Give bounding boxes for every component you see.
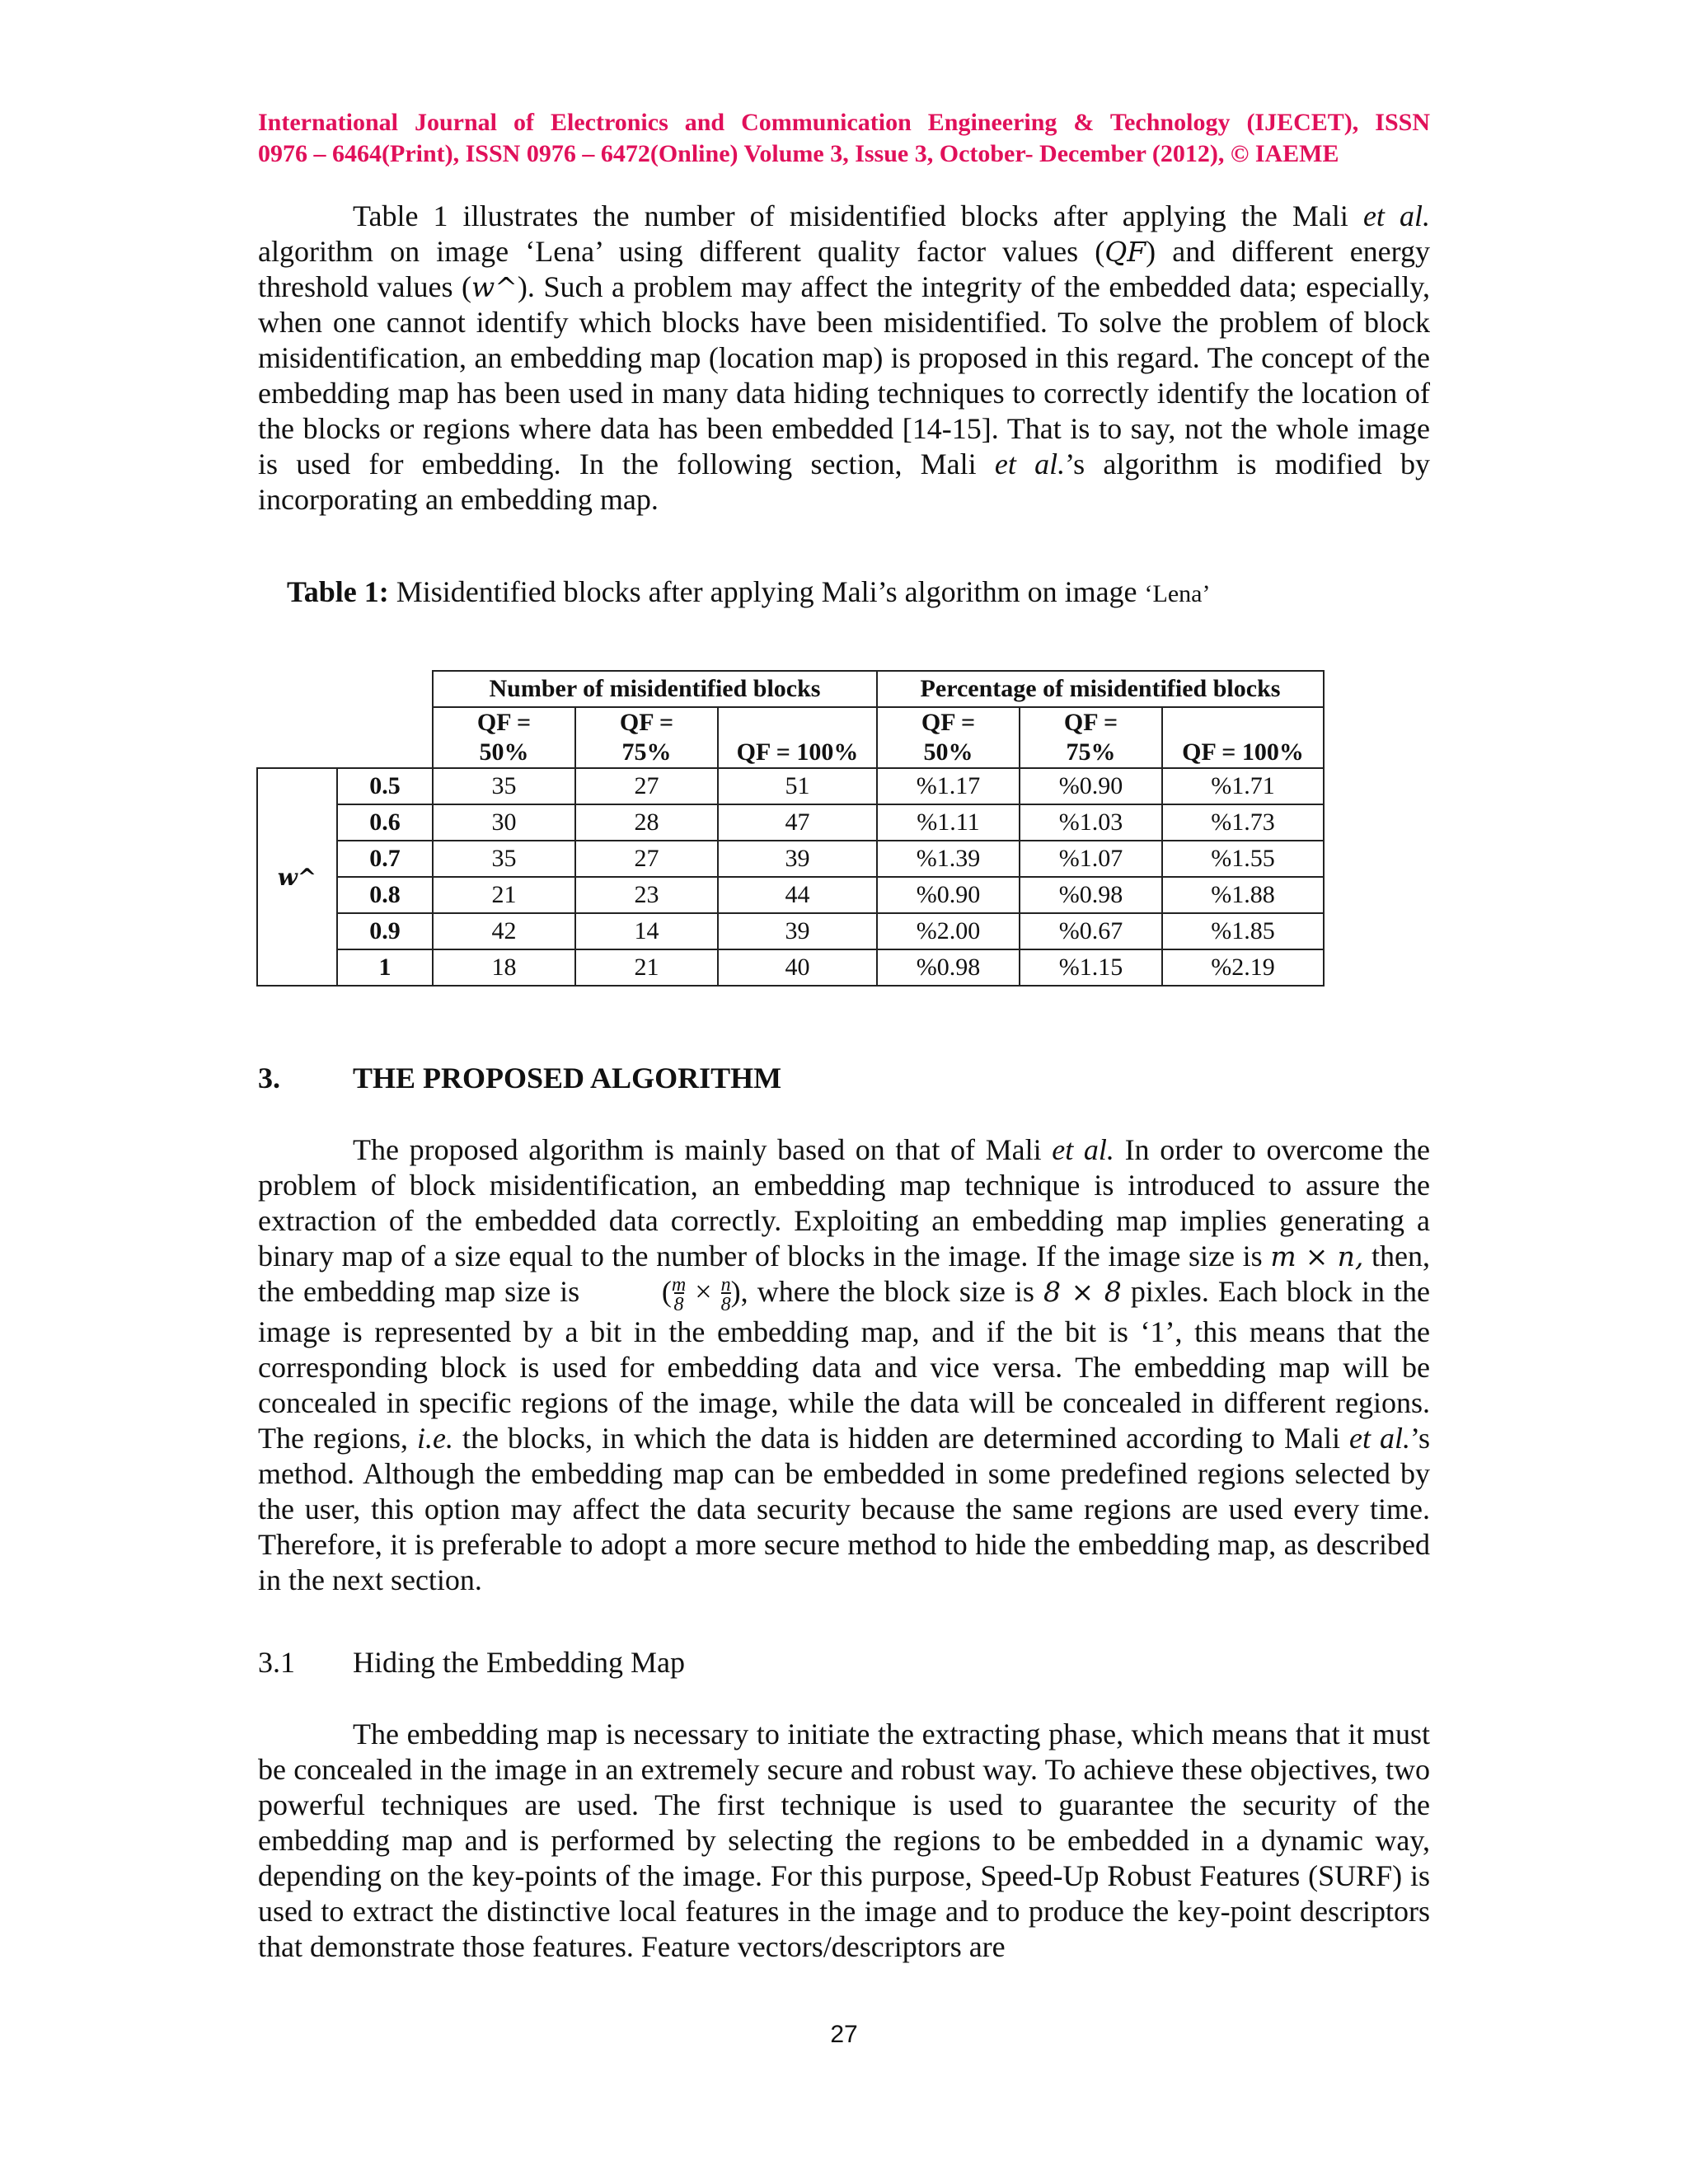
table-row: 0.8 21 23 44 %0.90 %0.98 %1.88 [257, 877, 1324, 913]
section-3-heading: 3. THE PROPOSED ALGORITHM [258, 1062, 782, 1094]
page-number: 27 [830, 2021, 858, 2048]
table-caption: Table 1: Misidentified blocks after applying Mali’s algorithm on image ‘Lena’ [287, 575, 1211, 608]
header-line-2: 0976 – 6464(Print), ISSN 0976 – 6472(Online) Volume 3, Issue 3, October- December (2012), © IAEME [258, 140, 1339, 167]
fraction-n8: $\frac{n}{8}$ [720, 1273, 731, 1315]
misidentified-blocks-table [256, 670, 1325, 987]
col-qf50: QF = 50% [433, 707, 575, 768]
table-row: 0.9 42 14 39 %2.00 %0.67 %1.85 [257, 913, 1324, 949]
col-qf75-pct: QF = 75% [1020, 707, 1162, 768]
section-3-1-paragraph: The embedding map is necessary to initiate the extracting phase, which means that it must be concealed in the image in an extremely secure and robust way. To achieve these objectives, two powerful techniques are used. The first technique is used to guarantee the security of the embedding map and is performed by selecting the regions to be embedded in a dynamic way, depending on the key-points of the image. For this purpose, Speed-Up Robust Features (SURF) is used to extract the distinctive local features in the image and to produce the key-point descriptors that demonstrate those features. Feature vectors/descriptors are [258, 1718, 1430, 1963]
intro-paragraph: Table 1 illustrates the number of misidentified blocks after applying the Mali et al. algorithm on image ‘Lena’ using different quality factor values (QF) and different energy threshold values (w^). Such a problem may affect the integrity of the embedded data; especially, when one cannot identify which blocks have been misidentified. To solve the problem of block misidentification, an embedding map (location map) is proposed in this regard. The concept of the embedding map has been used in many data hiding techniques to correctly identify the location of the blocks or regions where data has been embedded [14-15]. That is to say, not the whole image is used for embedding. In the following section, Mali et al.’s algorithm is modified by incorporating an embedding map. [258, 199, 1430, 516]
section-3-paragraph: The proposed algorithm is mainly based on that of Mali et al. In order to overcome the problem of block misidentification, an embedding map technique is introduced to assure the extraction of the embedded data correctly. Exploiting an embedding map implies generating a binary map of a size equal to the number of blocks in the image. If the image size is m × n, then, the embedding map size is $(\frac{m}{8} \times \frac{n}{8})$, where the block size is 8 × 8 pixles. Each block in the image is represented by a bit in the embedding map, and if the bit is ‘1’, this means that the corresponding block is used for embedding data and vice versa. The embedding map will be concealed in specific regions of the image, while the data will be concealed in different regions. The regions, i.e. the blocks, in which the data is hidden are determined according to Mali et al.’s method. Although the embedding map can be embedded in some predefined regions selected by the user, this option may affect the data security because the same regions are used every time. Therefore, it is preferable to adopt a more secure method to hide the embedding map, as described in the next section. [258, 1133, 1431, 1596]
journal-header [258, 107, 1430, 170]
col-qf100: QF = 100% [718, 707, 877, 768]
table-row: 0.7 35 27 39 %1.39 %1.07 %1.55 [257, 841, 1324, 877]
col-qf75: QF = 75% [575, 707, 718, 768]
col-qf50-pct: QF = 50% [877, 707, 1020, 768]
section-3-1-heading: 3.1 Hiding the Embedding Map [258, 1646, 685, 1679]
group-header-count: Number of misidentified blocks [433, 671, 877, 707]
table-row: 1 18 21 40 %0.98 %1.15 %2.19 [257, 949, 1324, 986]
header-line-1: International Journal of Electronics and Communication Engineering & Technology (IJECET), ISSN [258, 109, 1430, 136]
group-header-percent: Percentage of misidentified blocks [877, 671, 1324, 707]
fraction-m8: $\frac{m}{8}$ [671, 1273, 687, 1315]
table-row: 0.6 30 28 47 %1.11 %1.03 %1.73 [257, 804, 1324, 841]
table-row: w^ 0.5 35 27 51 %1.17 %0.90 %1.71 [257, 768, 1324, 804]
w-symbol: w^ [257, 768, 337, 986]
col-qf100-pct: QF = 100% [1162, 707, 1324, 768]
